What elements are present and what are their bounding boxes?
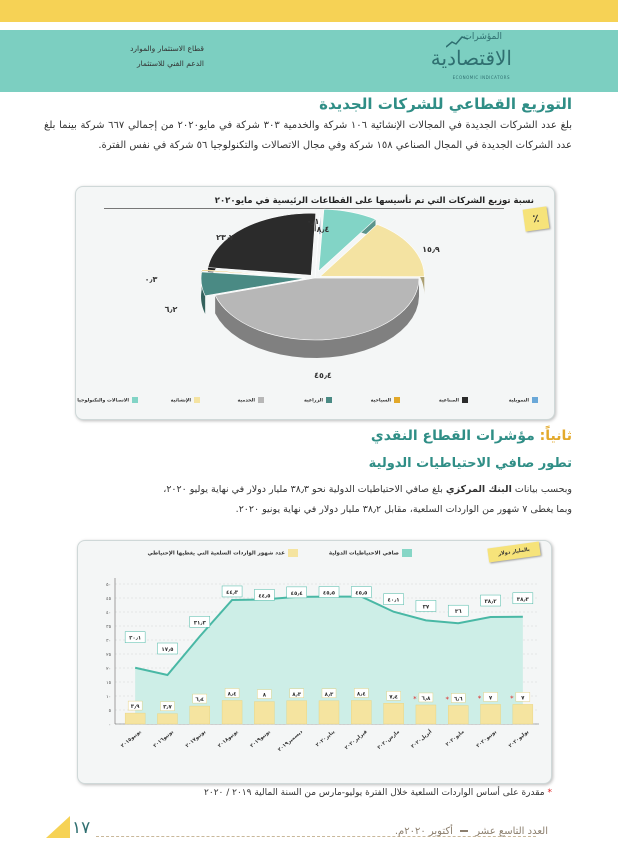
y-tick-label: ٤٠ <box>106 611 111 616</box>
x-tick-label: مايو٢٠٢٠ <box>444 728 466 748</box>
reserves-data-label: ٣٧ <box>422 604 430 611</box>
page-number: ١٧ <box>72 818 91 838</box>
y-tick-label: ٤٥ <box>106 597 111 602</box>
pie-slice <box>208 213 316 275</box>
months-data-label: ٨٫٤ <box>356 691 366 698</box>
pie-legend-entry <box>509 397 538 404</box>
estimate-star: * <box>413 694 417 703</box>
section2-title-main: مؤشرات القطاع النقدي <box>370 428 535 444</box>
reserves-data-label: ١٧٫٥ <box>161 647 174 653</box>
reserves-unit-note: بالمليار دولار <box>487 541 540 562</box>
reserves-data-label: ٣٨٫٢ <box>484 599 497 606</box>
months-bar <box>416 705 436 724</box>
reserves-data-label: ٤٥٫٥ <box>355 590 368 597</box>
months-bar <box>125 713 145 724</box>
months-data-label: ٦٫٨ <box>421 695 431 702</box>
reserves-data-label: ٤٥٫٥ <box>322 590 336 597</box>
x-tick-label: أبريل٢٠٢٠ <box>409 728 434 750</box>
x-tick-label: يوليو٢٠٢٠ <box>507 728 531 750</box>
section2-line1-a: وبحسب بيانات <box>514 484 572 495</box>
months-data-label: ٨٫٤ <box>227 691 237 698</box>
y-tick-label: ٢٠ <box>106 667 111 672</box>
pie-legend-entry <box>77 397 138 404</box>
months-data-label: ٣٫٧ <box>163 704 172 711</box>
pie-legend-label: الإنشائية <box>170 398 191 404</box>
logo <box>432 30 522 90</box>
months-data-label: ٧ <box>521 695 525 702</box>
months-data-label: ٨٫٣ <box>324 691 334 698</box>
pie-legend-label: التمويلية <box>508 398 529 404</box>
y-tick-label: ٥٠ <box>106 583 111 588</box>
reserves-data-label: ٣٨٫٣ <box>516 596 529 603</box>
x-tick-label: يونيو٢٠١٨ <box>216 728 240 750</box>
months-bar <box>157 714 177 724</box>
logo-title: الاقتصادية <box>430 46 512 70</box>
footer-issue-label: العدد التاسع عشر <box>475 826 548 837</box>
months-bar <box>190 706 210 724</box>
pie-percent-note: ٪ <box>523 206 550 231</box>
x-tick-label: يونيو٢٠١٦ <box>152 728 175 750</box>
reserves-data-label: ٤٥٫٤ <box>290 590 303 597</box>
footnote-text: مقدرة على أساس الواردات السلعية خلال الفترة يوليو-مارس من السنة المالية ٢٠١٩ / ٢٠٢٠ <box>204 788 545 798</box>
reserves-data-label: ٤٠٫١ <box>387 597 400 604</box>
logo-graph-icon <box>446 34 470 48</box>
pie-legend-swatch <box>462 397 468 403</box>
months-bar <box>351 700 371 724</box>
months-data-label: ٨٫٣ <box>292 691 302 698</box>
months-bar <box>513 704 533 724</box>
header-department-line: الدعم الفني للاستثمار <box>136 59 204 68</box>
x-tick-label: ديسمبر٢٠١٩ <box>276 728 304 753</box>
top-yellow-bar <box>0 0 618 22</box>
pie-legend-label: الزراعية <box>304 398 323 404</box>
pie-data-label: ٦٫٢ <box>164 305 178 314</box>
logo-subtitle: المؤشرات <box>463 32 502 42</box>
x-tick-label: يونيو٢٠١٩ <box>249 728 272 750</box>
y-tick-label: ٥ <box>108 709 111 714</box>
reserves-data-label: ٣١٫٣ <box>193 620 206 627</box>
section2-title-prefix: ثانياً: <box>539 428 572 444</box>
footer-separator <box>460 830 468 832</box>
pie-legend-label: الاتصالات والتكنولوجيا <box>77 398 129 404</box>
pie-data-label: ٤٥٫٤ <box>314 371 332 380</box>
x-tick-label: يناير٢٠٢٠ <box>314 728 337 749</box>
pie-legend-swatch <box>326 397 332 403</box>
page-corner-icon <box>46 816 70 838</box>
pie-legend-label: السياحية <box>370 398 391 404</box>
months-bar <box>319 701 339 724</box>
months-data-label: ٧٫٤ <box>389 694 399 701</box>
months-data-label: ٦٫٦ <box>453 696 463 703</box>
pie-chart <box>75 186 553 418</box>
reserves-data-label: ٢٠٫١ <box>129 635 142 642</box>
reserves-chart <box>77 540 550 782</box>
months-bar <box>222 700 242 724</box>
section2-paragraph <box>44 480 572 520</box>
months-data-label: ٣٫٩ <box>130 704 140 711</box>
footer-month: أكتوبر ٢٠٢٠م. <box>394 826 453 837</box>
pie-legend-entry <box>439 397 468 404</box>
footnote-star: * <box>547 788 552 798</box>
estimate-star: * <box>510 694 514 703</box>
section2-line2: وبما يغطى ٧ شهور من الواردات السلعية، مقابل ٣٨٫٢ مليار دولار في نهاية يونيو ٢٠٢٠. <box>235 504 572 515</box>
reserves-data-label: ٣٦ <box>454 609 462 616</box>
months-data-label: ٦٫٤ <box>195 697 205 704</box>
x-tick-label: يونيو٢٠١٥ <box>119 728 143 750</box>
months-bar <box>254 702 274 724</box>
estimate-star: * <box>477 694 482 703</box>
x-tick-label: مارس٢٠٢٠ <box>376 728 401 751</box>
section2-subtitle: تطور صافي الاحتياطيات الدولية <box>368 456 572 471</box>
header-sector-line: قطاع الاستثمار والموارد <box>130 44 204 53</box>
section1-paragraph <box>44 116 572 156</box>
legend-label-reserves: صافي الاحتياطيات الدولية <box>328 550 399 557</box>
logo-english: ECONOMIC INDICATORS <box>452 75 510 80</box>
section2-line1-bold: البنك المركزي <box>445 484 512 495</box>
y-tick-label: ١٠ <box>106 695 111 700</box>
section2-line1 <box>44 480 572 500</box>
months-data-label: ٨ <box>262 692 267 699</box>
section2-title <box>371 428 572 444</box>
pie-legend-swatch <box>258 397 264 403</box>
y-tick-label: ٣٠ <box>106 639 111 644</box>
pie-data-label: ٨٫٤ <box>316 225 330 234</box>
pie-data-label: ٢٣٫٧ <box>216 233 234 242</box>
pie-chart-title: نسبة توزيع الشركات التي تم تأسيسها على القطاعات الرئيسية في مايو٢٠٢٠ <box>214 196 534 206</box>
months-bar <box>287 701 307 724</box>
y-tick-label: ٠ <box>108 723 111 728</box>
pie-data-label: ٠٫٣ <box>144 275 158 284</box>
pie-legend-entry <box>371 397 400 404</box>
footnote <box>204 788 552 798</box>
months-bar <box>384 703 404 724</box>
estimate-star: * <box>445 695 449 704</box>
months-bar <box>481 704 501 724</box>
pie-legend-entry <box>304 397 332 404</box>
pie-legend-entry <box>237 397 264 404</box>
months-data-label: ٧ <box>488 695 493 702</box>
section1-title: التوزيع القطاعي للشركات الجديدة <box>319 95 572 113</box>
pie-data-label: ٠٫١ <box>306 217 320 226</box>
legend-label-months: عدد شهور الواردات السلعية التي يغطيها الإحتياطي <box>147 550 285 557</box>
pie-legend <box>77 396 540 408</box>
section2-line1-b: بلغ صافي الاحتياطيات الدولية نحو ٣٨٫٣ مليار دولار في نهاية يوليو ٢٠٢٠، <box>163 484 443 495</box>
pie-legend-swatch <box>194 397 200 403</box>
section1-text: بلغ عدد الشركات الجديدة في المجالات الإنشائية ١٠٦ شركة والخدمية ٣٠٣ شركة في مايو٢٠٢٠ من إجمالي ٦٦٧ شركة بينما بلغ عدد الشركات الجديدة في المجال الصناعي ١٥٨ شركة وفي مجال الاتصالات والتكنولوجيا ٥٦ شركة في نفس الفترة. <box>44 120 573 151</box>
pie-legend-swatch <box>132 397 138 403</box>
pie-legend-label: الصناعية <box>438 398 459 404</box>
pie-legend-entry <box>171 397 200 404</box>
x-tick-label: يونيو٢٠١٧ <box>184 728 208 750</box>
x-tick-label: يونيو٢٠٢٠ <box>475 728 498 750</box>
pie-data-label: ١٥٫٩ <box>422 245 440 254</box>
y-tick-label: ٢٥ <box>106 653 111 658</box>
footer-issue <box>395 826 548 837</box>
reserves-data-label: ٤٤٫٣ <box>226 589 239 596</box>
y-tick-label: ١٥ <box>106 681 111 686</box>
pie-legend-label: الخدمية <box>237 398 255 404</box>
y-tick-label: ٣٥ <box>106 625 111 630</box>
reserves-data-label: ٤٤٫٥ <box>258 593 271 600</box>
pie-legend-swatch <box>394 397 400 403</box>
x-tick-label: فبراير٢٠٢٠ <box>343 728 369 752</box>
months-bar <box>448 706 468 724</box>
pie-legend-swatch <box>532 397 538 403</box>
